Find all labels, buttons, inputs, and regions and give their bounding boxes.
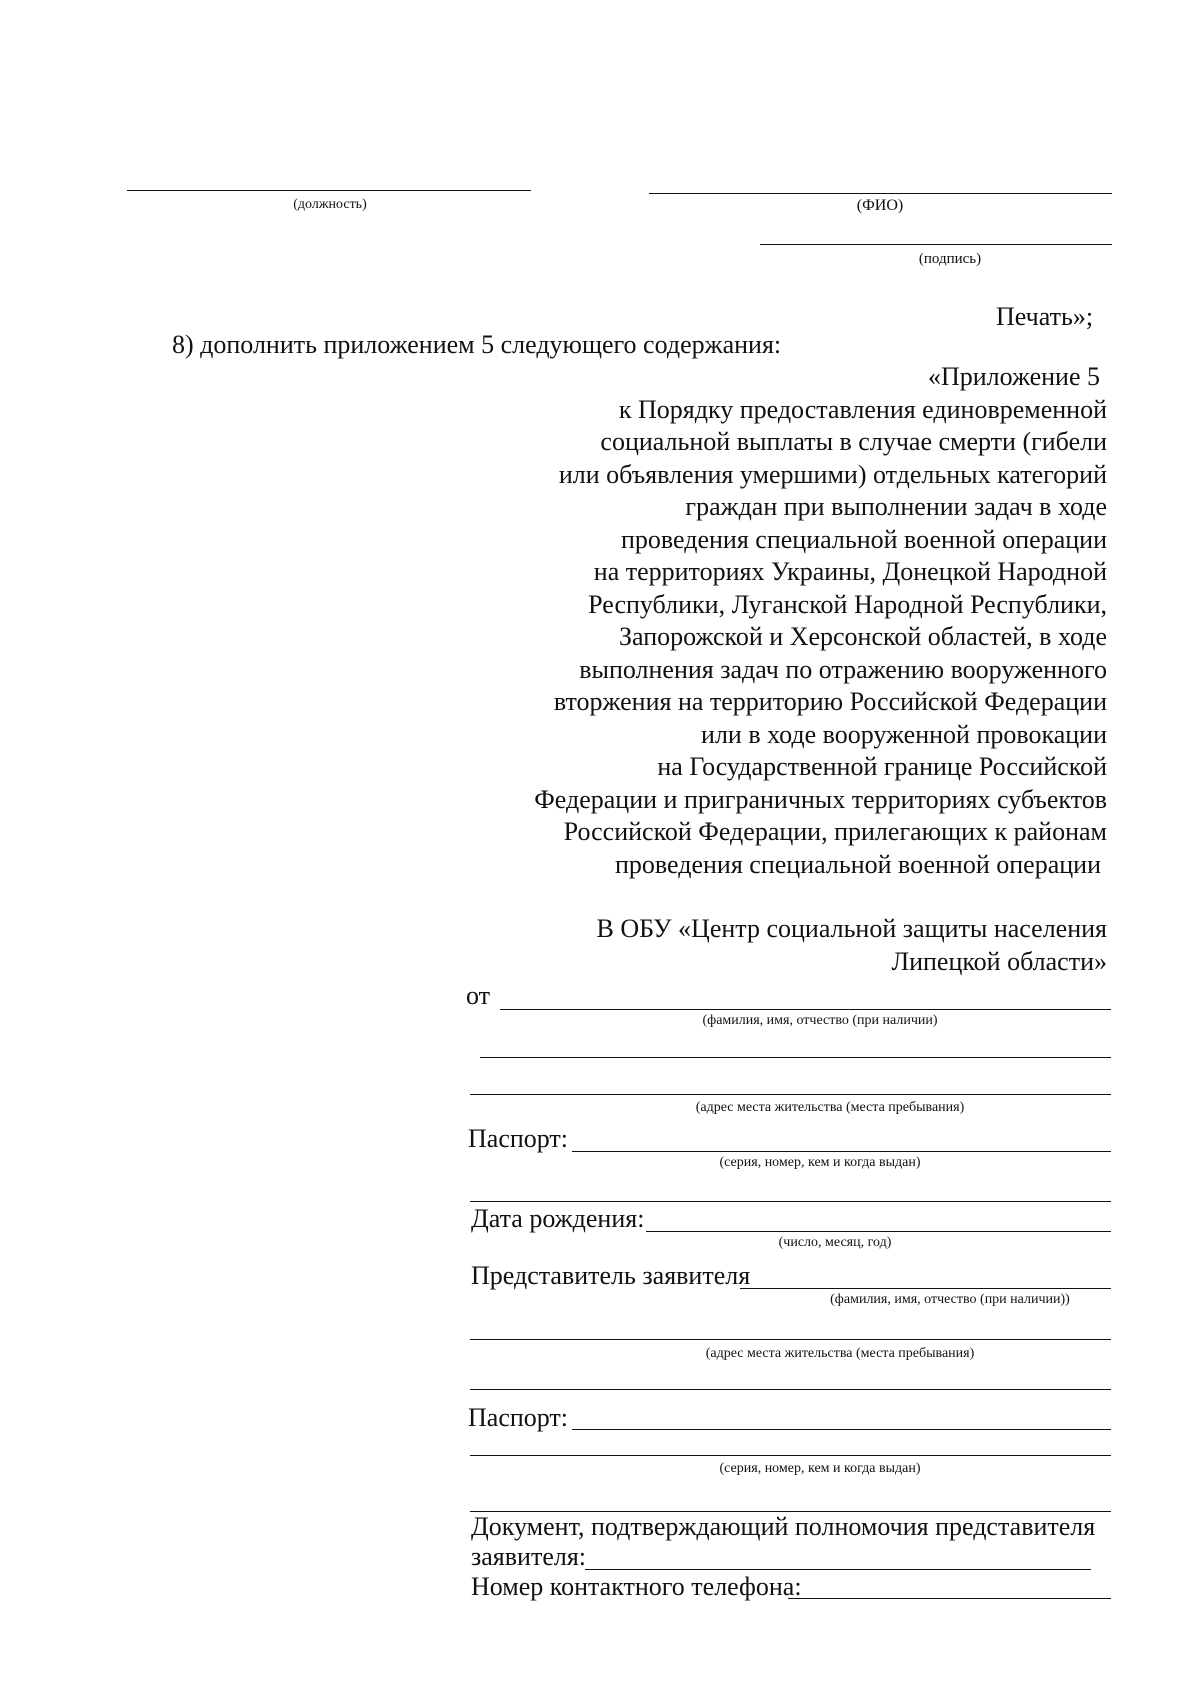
appendix-line: на территориях Украины, Донецкой Народной [593, 557, 1107, 586]
appendix-line: Российской Федерации, прилегающих к районам [563, 817, 1107, 846]
representative-address-field[interactable] [470, 1389, 1111, 1390]
address-caption: (адрес места жительства (места пребывания) [695, 1100, 965, 1115]
passport-label: Паспорт: [468, 1124, 569, 1153]
appendix-line: граждан при выполнении задач в ходе [685, 492, 1107, 521]
appendix-line: к Порядку предоставления единовременной [618, 394, 1107, 424]
representative-name-field[interactable] [740, 1288, 1111, 1289]
appendix-line: вторжения на территорию Российской Федерации [553, 687, 1107, 716]
passport-field[interactable] [572, 1151, 1111, 1152]
from-caption: (фамилия, имя, отчество (при наличии) [702, 1013, 938, 1028]
appendix-line: Запорожской и Херсонской областей, в ходе [619, 622, 1107, 651]
representative-label: Представитель заявителя [471, 1261, 751, 1290]
appendix-header [387, 361, 1107, 881]
representative-passport-caption: (серия, номер, кем и когда выдан) [719, 1461, 921, 1476]
appendix-line: «Приложение 5 [927, 362, 1100, 391]
representative-name-field-continued[interactable] [470, 1339, 1111, 1340]
authority-document-label-line-1: Документ, подтверждающий полномочия представителя [471, 1512, 1096, 1541]
representative-address-caption: (адрес места жительства (места пребывания) [705, 1346, 975, 1361]
phone-label: Номер контактного телефона: [471, 1572, 802, 1601]
appendix-line: Федерации и приграничных территориях субъектов [534, 784, 1107, 814]
signature-line[interactable] [760, 244, 1112, 245]
appendix-line: проведения специальной военной операции [615, 849, 1101, 879]
seal-label: Печать»; [996, 302, 1094, 331]
representative-passport-label: Паспорт: [468, 1403, 569, 1432]
signature-caption: (подпись) [918, 251, 982, 267]
birth-date-caption: (число, месяц, год) [778, 1235, 892, 1250]
birth-date-label: Дата рождения: [471, 1204, 645, 1233]
phone-field[interactable] [788, 1598, 1111, 1599]
name-signature-line[interactable] [649, 193, 1112, 194]
authority-document-field[interactable] [585, 1569, 1091, 1570]
amendment-text: 8) дополнить приложением 5 следующего содержания: [172, 330, 782, 359]
passport-caption: (серия, номер, кем и когда выдан) [719, 1155, 921, 1170]
appendix-line: выполнения задач по отражению вооруженного [579, 654, 1107, 684]
appendix-line: социальной выплаты в случае смерти (гибели [600, 427, 1107, 456]
representative-caption: (фамилия, имя, отчество (при наличии)) [830, 1292, 1070, 1307]
representative-passport-field-continued[interactable] [470, 1455, 1111, 1456]
name-caption: (ФИО) [856, 197, 904, 214]
birth-date-field[interactable] [646, 1231, 1111, 1232]
position-caption: (должность) [293, 197, 367, 212]
appendix-line: или объявления умершими) отдельных категорий [558, 459, 1107, 489]
appendix-line: проведения специальной военной операции [621, 524, 1107, 554]
from-name-field[interactable] [500, 1009, 1111, 1010]
appendix-line: Республики, Луганской Народной Республики, [588, 589, 1107, 619]
appendix-line: или в ходе вооруженной провокации [701, 719, 1107, 749]
from-name-field-continued[interactable] [480, 1057, 1111, 1058]
from-label: от [466, 981, 491, 1010]
recipient-line-2: Липецкой области» [891, 947, 1107, 976]
recipient-block [407, 912, 1107, 978]
representative-passport-field[interactable] [572, 1429, 1111, 1430]
passport-field-continued[interactable] [470, 1201, 1111, 1202]
address-field[interactable] [470, 1094, 1111, 1095]
recipient-line-1: В ОБУ «Центр социальной защиты населения [596, 914, 1107, 943]
authority-document-label-line-2: заявителя: [471, 1542, 587, 1571]
position-signature-line[interactable] [127, 190, 531, 191]
appendix-line: на Государственной границе Российской [657, 752, 1107, 781]
